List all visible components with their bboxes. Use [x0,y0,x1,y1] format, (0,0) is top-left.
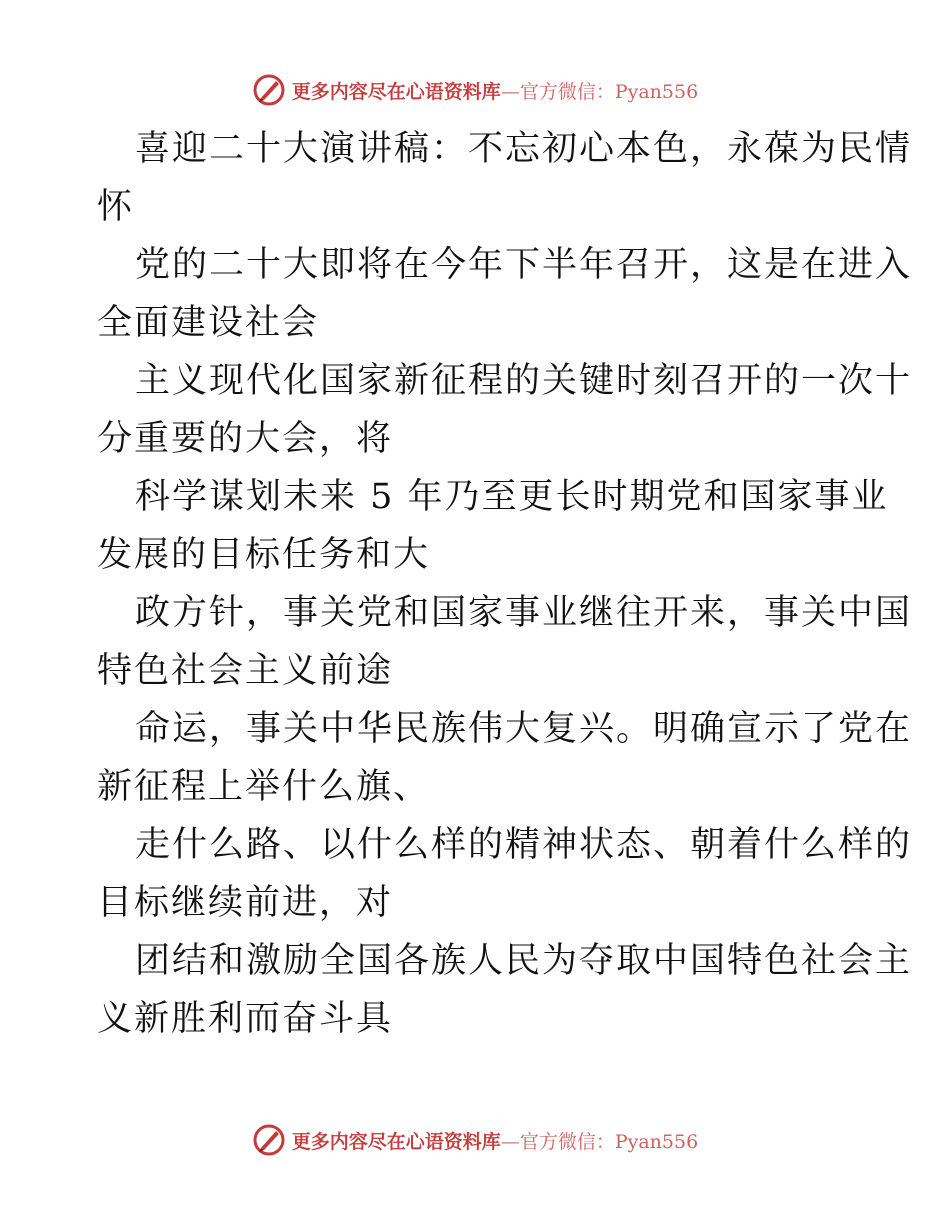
banner-text [292,1127,698,1154]
wechat-label: 官方微信： [519,80,615,103]
wechat-label: 官方微信： [519,1130,615,1153]
text-line: 命运，事关中华民族伟大复兴。明确宣示了党在 [135,709,913,749]
brand-text: 更多内容尽在心语资料库 [291,1130,501,1153]
footer-banner [0,1120,950,1160]
text-line: 主义现代化国家新征程的关键时刻召开的一次十 [135,361,913,401]
text-line: 走什么路、以什么样的精神状态、朝着什么样的 [135,825,913,865]
text-line: 新征程上举什么旗、 [97,767,431,807]
text-line: 团结和激励全国各族人民为夺取中国特色社会主 [135,941,913,981]
header-banner [0,70,950,110]
wechat-id: Pyan556 [614,80,699,103]
quill-pen-icon [252,73,286,107]
text-line: 科学谋划未来 5 年乃至更长时期党和国家事业 [135,477,889,517]
quill-pen-icon [252,1123,286,1157]
text-line: 特色社会主义前途 [97,651,394,691]
banner-separator: — [500,80,520,103]
text-line: 怀 [97,187,135,227]
text-line: 目标继续前进，对 [97,883,394,923]
text-line: 喜迎二十大演讲稿：不忘初心本色，永葆为民情 [135,129,913,169]
text-line: 发展的目标任务和大 [97,535,431,575]
document-body [97,120,913,1048]
banner-separator: — [500,1130,520,1153]
text-line: 党的二十大即将在今年下半年召开，这是在进入 [135,245,913,285]
text-line: 全面建设社会 [97,303,320,343]
wechat-id: Pyan556 [614,1130,699,1153]
text-line: 政方针，事关党和国家事业继往开来，事关中国 [135,593,913,633]
banner-text [292,77,698,104]
text-line: 分重要的大会，将 [97,419,394,459]
brand-text: 更多内容尽在心语资料库 [291,80,501,103]
text-line: 义新胜利而奋斗具 [97,999,394,1039]
